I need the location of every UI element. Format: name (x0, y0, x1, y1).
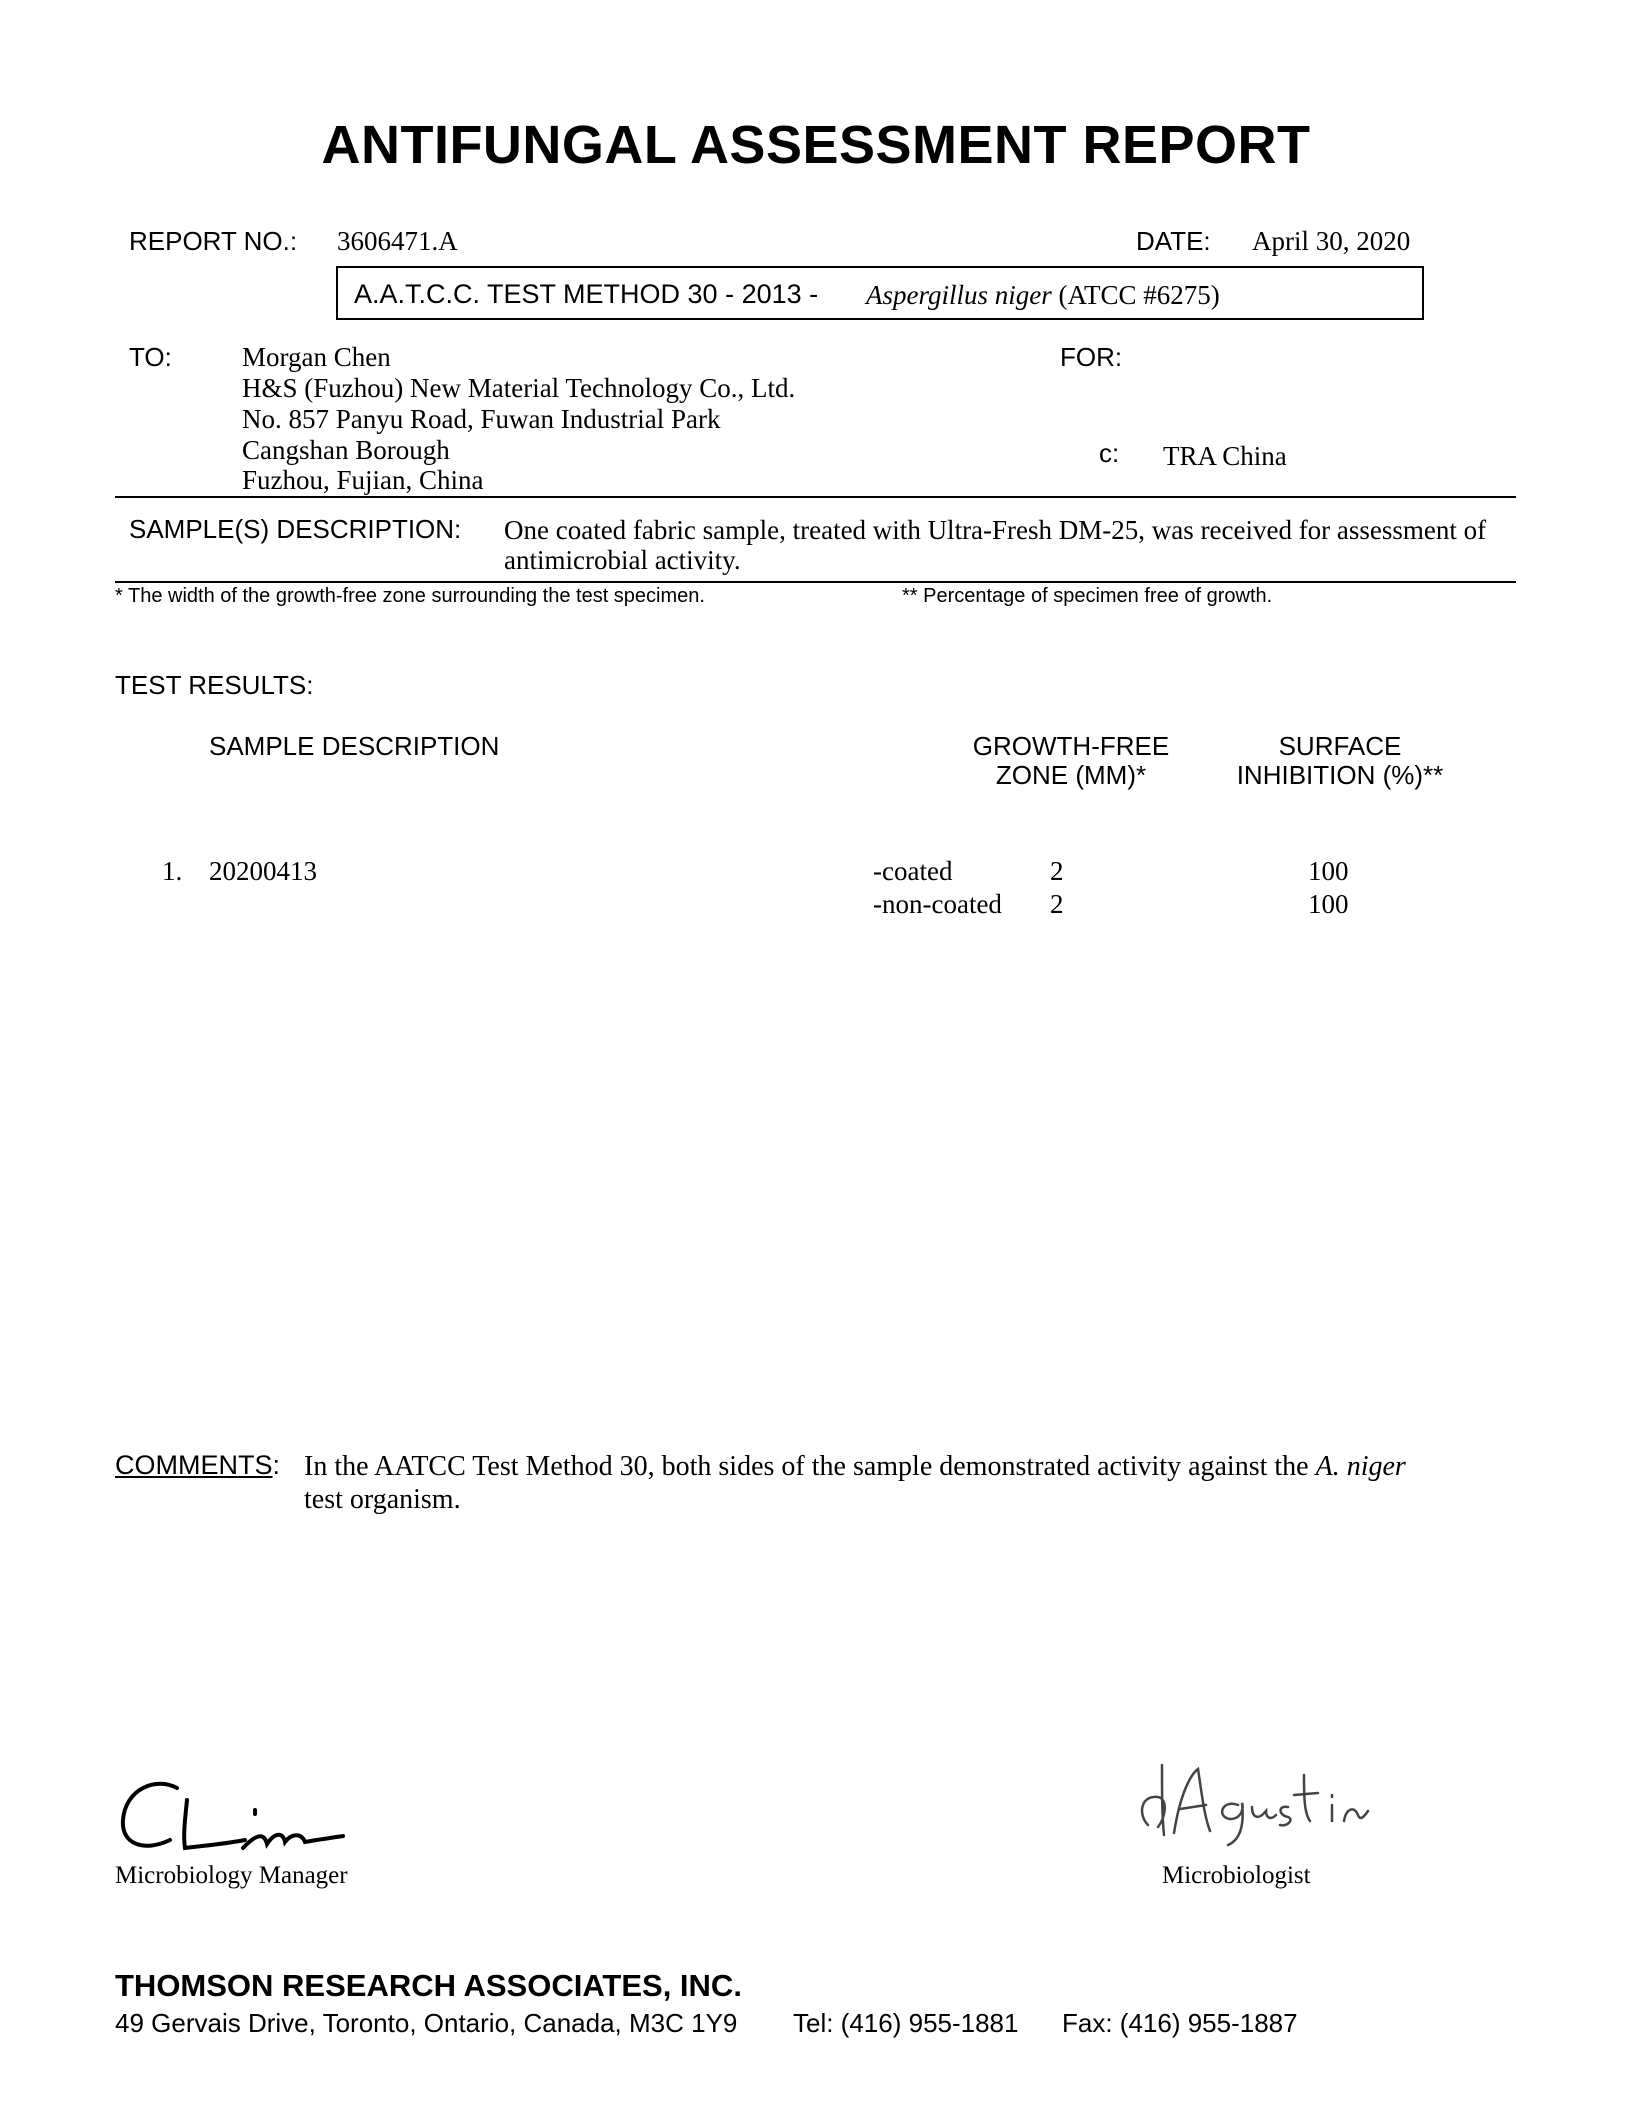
row-side-non-coated: -non-coated (873, 889, 1002, 919)
row-zone-coated: 2 (1050, 856, 1064, 886)
microbiologist-signature (1118, 1755, 1398, 1850)
col-zone-line2: ZONE (MM)* (995, 760, 1147, 790)
comments-organism: A. niger (1315, 1451, 1406, 1482)
to-label: TO: (129, 342, 172, 372)
manager-title: Microbiology Manager (115, 1862, 348, 1889)
col-inhib-line1: SURFACE (1278, 731, 1402, 761)
microbiologist-title: Microbiologist (1162, 1862, 1311, 1889)
divider-top (115, 496, 1516, 498)
comments-label-wrap (115, 1450, 280, 1481)
col-zone-line1: GROWTH-FREE (972, 731, 1170, 761)
row-sample-id: 20200413 (209, 856, 317, 886)
sample-description-label: SAMPLE(S) DESCRIPTION: (129, 514, 462, 544)
col-sample-description: SAMPLE DESCRIPTION (209, 731, 500, 761)
to-company: H&S (Fuzhou) New Material Technology Co., Ltd. (242, 373, 796, 403)
organism-name: Aspergillus niger (866, 280, 1052, 310)
footnote-zone: * The width of the growth-free zone surrounding the test specimen. (115, 585, 705, 607)
cc-label: c: (1099, 438, 1120, 468)
comments-line1 (304, 1451, 1406, 1483)
report-number: 3606471.A (337, 226, 458, 256)
report-number-label: REPORT NO.: (129, 226, 298, 256)
company-name: THOMSON RESEARCH ASSOCIATES, INC. (115, 1968, 742, 2003)
sample-description-line1: One coated fabric sample, treated with Ultra-Fresh DM-25, was received for assessment of (504, 515, 1487, 545)
comments-text: In the AATCC Test Method 30, both sides of the sample demonstrated activity against the (304, 1451, 1309, 1482)
manager-signature (115, 1770, 355, 1870)
comments-colon: : (272, 1450, 281, 1480)
col-inhib-line2: INHIBITION (%)** (1236, 760, 1444, 790)
footnote-percent: ** Percentage of specimen free of growth. (902, 585, 1273, 607)
cc-value: TRA China (1163, 441, 1287, 471)
organism-code: (ATCC #6275) (1058, 280, 1220, 310)
row-inhibition-non-coated: 100 (1308, 889, 1349, 919)
to-name: Morgan Chen (242, 342, 391, 372)
row-side-coated: -coated (873, 856, 953, 886)
company-tel: Tel: (416) 955-1881 (793, 2008, 1019, 2038)
comments-line2: test organism. (304, 1484, 461, 1515)
to-address-city: Fuzhou, Fujian, China (242, 465, 484, 495)
report-title: ANTIFUNGAL ASSESSMENT REPORT (321, 115, 1311, 175)
test-method-box (336, 266, 1424, 320)
row-zone-non-coated: 2 (1050, 889, 1064, 919)
for-label: FOR: (1060, 342, 1123, 372)
test-organism (866, 280, 1220, 311)
to-address-street: No. 857 Panyu Road, Fuwan Industrial Park (242, 404, 721, 434)
sample-description-line2: antimicrobial activity. (504, 545, 741, 575)
divider-bottom (115, 581, 1516, 583)
test-results-heading: TEST RESULTS: (115, 670, 314, 700)
test-method-label: A.A.T.C.C. TEST METHOD 30 - 2013 - (354, 279, 819, 309)
company-address: 49 Gervais Drive, Toronto, Ontario, Canada, M3C 1Y9 (115, 2008, 738, 2038)
report-date: April 30, 2020 (1252, 226, 1411, 256)
comments-label: COMMENTS (115, 1450, 273, 1480)
company-fax: Fax: (416) 955-1887 (1062, 2008, 1298, 2038)
row-index: 1. (162, 856, 183, 886)
to-address-borough: Cangshan Borough (242, 435, 450, 465)
row-inhibition-coated: 100 (1308, 856, 1349, 886)
date-label: DATE: (1136, 226, 1211, 256)
